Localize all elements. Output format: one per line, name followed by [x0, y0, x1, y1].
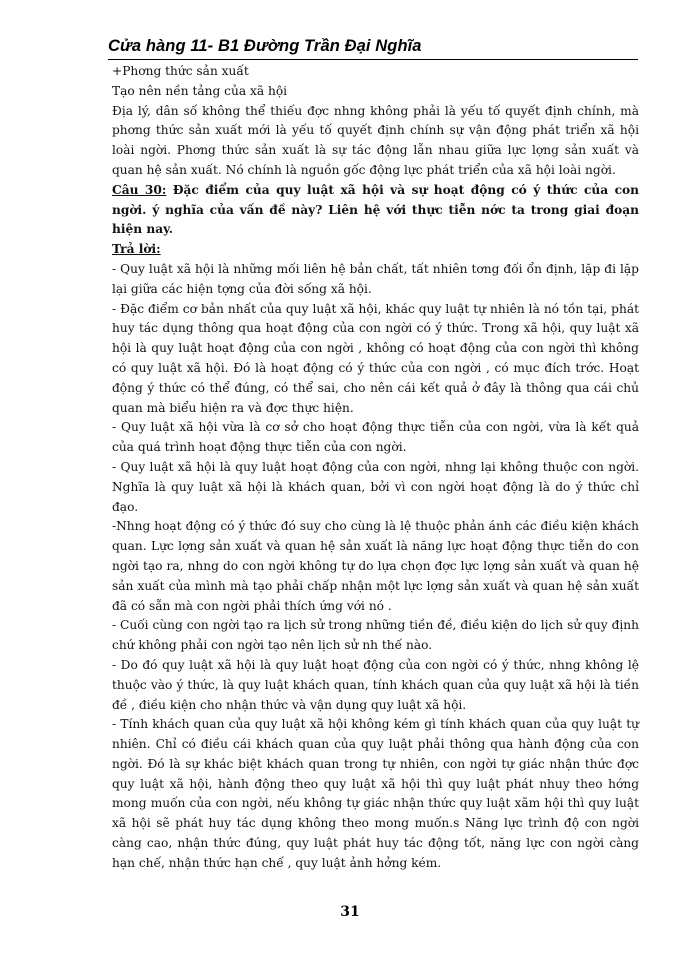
- answer-paragraph-7: - Do đó quy luật xã hội là quy luật hoạt động của con ngời có ý thức, nhng không lệ thuộc vào ý thức, là quy luật khách quan, tính khách quan của quy luật xã hội là tiền đề , điều kiện cho nhận thức và vận dụng quy luật xã hội.: [112, 657, 639, 712]
- answer-paragraph-3: - Quy luật xã hội vừa là cơ sở cho hoạt động thực tiễn của con ngời, vừa là kết quả của quá trình hoạt động thực tiễn của con ngời.: [112, 420, 639, 455]
- page-header-title: Cửa hàng 11- B1 Đường Trần Đại Nghĩa: [108, 37, 422, 55]
- page-number: 31: [340, 904, 360, 920]
- header-rule: [108, 59, 638, 60]
- answer-heading: [112, 240, 639, 260]
- question-heading: [112, 181, 639, 240]
- intro-line-2: Tạo nên nền tảng của xã hội: [112, 83, 288, 98]
- document-body: [112, 62, 639, 874]
- answer-paragraph-4: - Quy luật xã hội là quy luật hoạt động của con ngời, nhng lại không thuộc con ngời. Nghĩa là quy luật xã hội là khách quan, bởi vì con ngời hoạt động là do ý thức chỉ đạo.: [112, 459, 639, 514]
- question-text: Đặc điểm của quy luật xã hội và sự hoạt động có ý thức của con ngời. ý nghĩa của vấn đề này? Liên hệ với thực tiễn nớc ta trong giai đoạn hiện nay.: [112, 182, 639, 237]
- question-label: Câu 30:: [112, 182, 167, 197]
- answer-paragraph-8: - Tính khách quan của quy luật xã hội không kém gì tính khách quan của quy luật tự nhiên. Chỉ có điều cái khách quan của quy luật phải thông qua hành động của con ngời. Đó là sự khác biệt khách quan trong tự nhiên, con ngời tự giác nhận thức đợc quy luật xã hội, hành động theo quy luật xã hội thì quy luật phát nhuy theo hớng mong muốn của con ngời, nếu không tự giác nhận thức quy luật xãm hội thì quy luật xã hội sẽ phát huy tác dụng không theo mong muốn.s Năng lực trình độ con ngời càng cao, nhận thức đúng, quy luật phát huy tác động tốt, năng lực con ngời càng hạn chế, nhận thức hạn chế , quy luật ảnh hởng kém.: [112, 717, 639, 870]
- intro-line-1: +Phơng thức sản xuất: [112, 64, 249, 78]
- answer-paragraph-2: - Đặc điểm cơ bản nhất của quy luật xã hội, khác quy luật tự nhiên là nó tồn tại, phát huy tác dụng thông qua hoạt động của con ngời có ý thức. Trong xã hội, quy luật xã hội là quy luật hoạt động của con ngời , không có hoạt động của con ngời thì không có quy luật xã hội. Đó là hoạt động có ý thức của con ngời , có mục đích trớc. Hoạt động ý thức có thể đúng, có thể sai, cho nên cái kết quả ở đây là thông qua cái chủ quan mà biểu hiện ra và đợc thực hiện.: [112, 301, 639, 415]
- answer-paragraph-6: - Cuối cùng con ngời tạo ra lịch sử trong những tiền đề, điều kiện do lịch sử quy định chứ không phải con ngời tạo nên lịch sử nh thế nào.: [112, 618, 639, 653]
- answer-paragraph-1: - Quy luật xã hội là những mối liên hệ bản chất, tất nhiên tơng đối ổn định, lặp đi lặp lại giữa các hiện tợng của đời sống xã hội.: [112, 261, 639, 296]
- answer-paragraph-5: -Nhng hoạt động có ý thức đó suy cho cùng là lệ thuộc phản ánh các điều kiện khách quan. Lực lợng sản xuất và quan hệ sản xuất là năng lực hoạt động thực tiễn do con ngời tạo ra, nhng do con ngời không tự do lựa chọn đợc lực lợng sản xuất và quan hệ sản xuất của mình mà tạo phải chấp nhận một lực lợng sản xuất và quan hệ sản xuất đã có sẵn mà con ngời phải thích ứng với nó .: [112, 519, 639, 613]
- intro-paragraph: Địa lý, dân số không thể thiếu đợc nhng không phải là yếu tố quyết định chính, mà phơng thức sản xuất mới là yếu tố quyết định chính sự vận động phát triển xã hội loài ngời. Phơng thức sản xuất là sự tác động lẫn nhau giữa lực lợng sản xuất và quan hệ sản xuất. Nó chính là nguồn gốc động lực phát triển của xã hội loài ngời.: [112, 103, 639, 177]
- answer-label: Trả lời:: [112, 242, 161, 257]
